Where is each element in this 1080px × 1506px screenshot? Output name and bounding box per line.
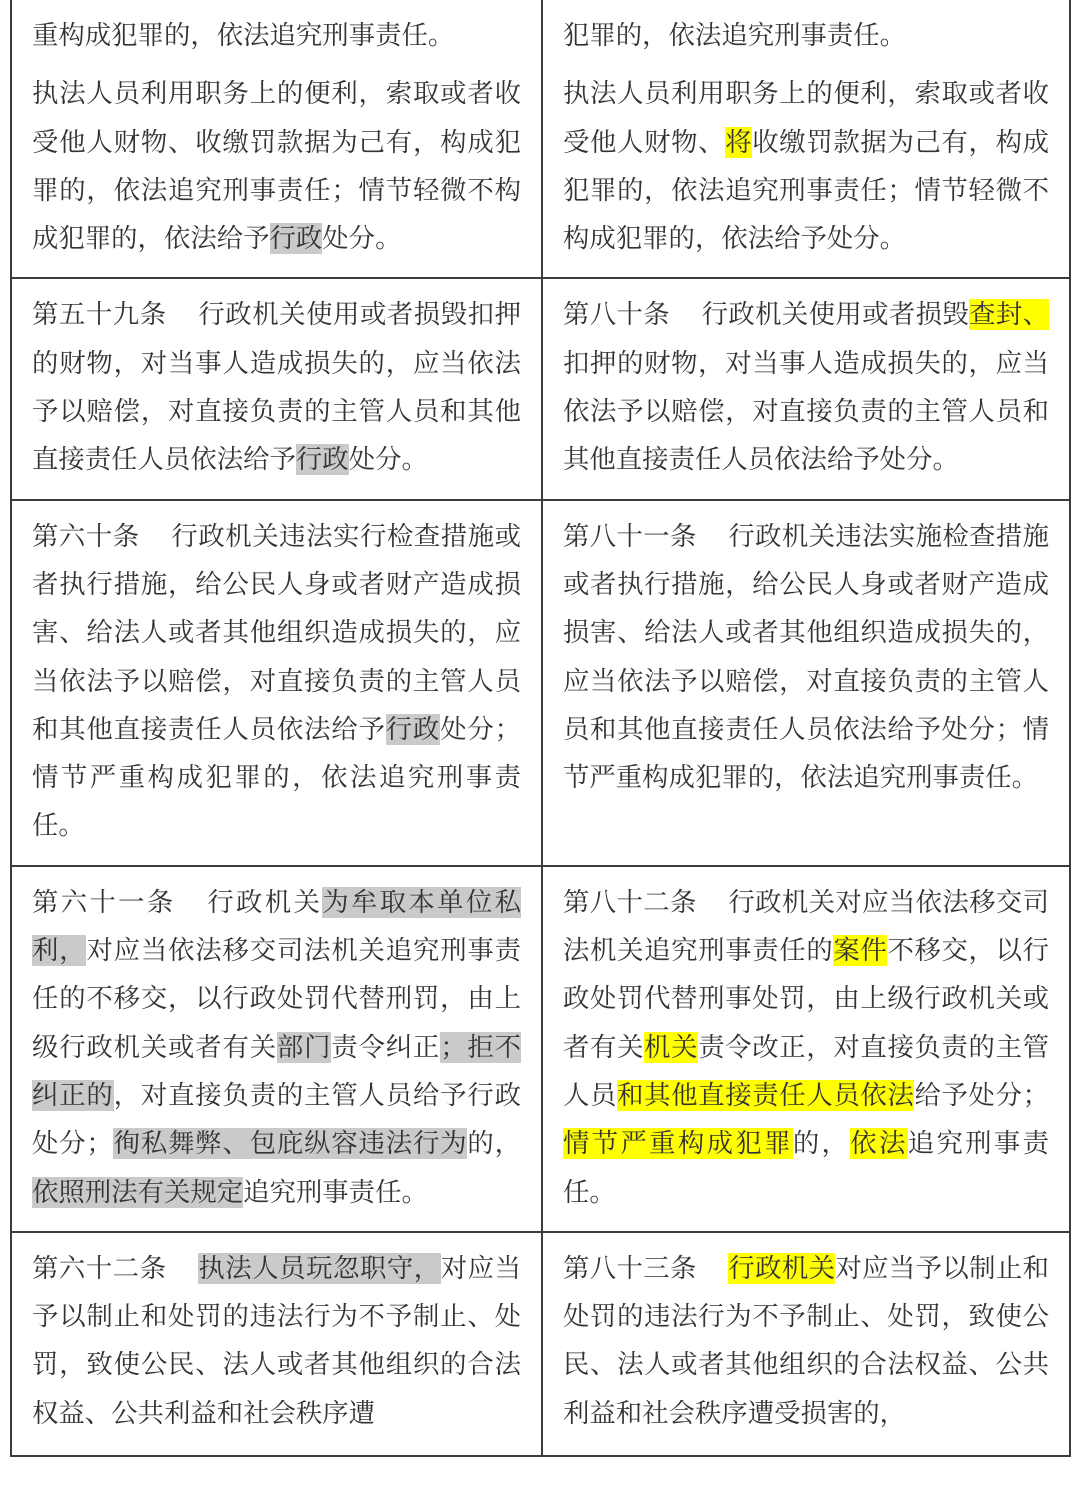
- deleted-text-highlight: 徇私舞弊、包庇纵容违法行为: [112, 1128, 468, 1160]
- deleted-text-highlight: 行政: [295, 444, 349, 476]
- old-text-cell: [11, 866, 542, 1232]
- old-text-cell: [11, 1232, 542, 1456]
- table-row: [11, 278, 1070, 499]
- old-text-cell: [11, 0, 542, 278]
- clause-text: 处分；情节严重构成犯罪的，依法追究刑事责任。: [32, 713, 522, 842]
- clause-text: 对应当予以制止和处罚的违法行为不予制止、处罚，致使公民、法人或者其他组织的合法权益、公共利益和社会秩序遭受损害的，: [563, 1252, 1049, 1429]
- clause-paragraph: [563, 513, 1049, 803]
- article-number: 第八十三条: [563, 1252, 697, 1284]
- article-number: 第八十条: [563, 299, 670, 331]
- clause-text: 行政机关: [207, 886, 323, 918]
- deleted-text-highlight: 执法人员玩忽职守，: [198, 1252, 441, 1284]
- clause-text: 行政机关使用或者损毁: [701, 299, 970, 331]
- new-text-cell: [542, 0, 1070, 278]
- article-number: 第八十二条: [563, 886, 697, 918]
- added-text-highlight: 将: [725, 126, 753, 158]
- article-number: 第六十二条: [32, 1252, 167, 1284]
- old-text-cell: [11, 278, 542, 499]
- deleted-text-highlight: 行政: [269, 223, 323, 255]
- new-text-cell: [542, 500, 1070, 866]
- clause-text: ，对直接负责的主管人员给予行政处分；: [32, 1079, 522, 1160]
- clause-text: 行政机关使用或者损毁扣押的财物，对当事人造成损失的，应当依法予以赔偿，对直接负责的主管人员和其他直接责任人员依法给予: [32, 299, 522, 476]
- clause-paragraph: [32, 12, 521, 60]
- clause-text: 行政机关违法实行检查措施或者执行措施，给公民人身或者财产造成损害、给法人或者其他组织造成损失的，应当依法予以赔偿，对直接负责的主管人员和其他直接责任人员依法给予: [32, 520, 521, 745]
- clause-text: 责令改正，对直接负责的主管人员: [563, 1031, 1050, 1111]
- comparison-table-body: [11, 0, 1070, 1456]
- new-text-cell: [542, 278, 1070, 499]
- added-text-highlight: 机关: [644, 1031, 699, 1063]
- clause-text: 不移交，以行政处罚代替刑事处罚，由上级行政机关或者有关: [563, 935, 1050, 1063]
- clause-text: 重构成犯罪的，依法追究刑事责任。: [32, 20, 455, 51]
- clause-paragraph: [32, 1245, 521, 1438]
- new-text-cell: [542, 1232, 1070, 1456]
- clause-text: 的，: [792, 1128, 851, 1160]
- clause-paragraph: [32, 291, 521, 484]
- clause-paragraph: [563, 12, 1049, 60]
- deleted-text-highlight: ；拒不纠正的: [32, 1031, 522, 1111]
- table-row: [11, 1232, 1070, 1456]
- article-number: 第六十一条: [32, 886, 176, 918]
- cell-content: [563, 1245, 1049, 1441]
- clause-text: 追究刑事责任。: [563, 1128, 1050, 1208]
- added-text-highlight: 案件: [833, 935, 888, 967]
- clause-paragraph: [563, 291, 1049, 484]
- deleted-text-highlight: 行政: [385, 713, 441, 745]
- added-text-highlight: 行政机关: [728, 1252, 836, 1284]
- clause-text: 的，: [467, 1128, 522, 1160]
- clause-text: 行政机关对应当依法移交司法机关追究刑事责任的: [563, 886, 1050, 967]
- article-number: 第六十条: [32, 520, 140, 552]
- deleted-text-highlight: 部门: [276, 1031, 332, 1063]
- clause-text: 对应当依法移交司法机关追究刑事责任的不移交，以行政处罚代替刑罚，由上级行政机关或者有关: [32, 935, 522, 1063]
- clause-paragraph: [563, 70, 1049, 263]
- added-text-highlight: 依法: [850, 1128, 908, 1160]
- clause-text: 执法人员利用职务上的便利，索取或者收受他人财物、收缴罚款据为己有，构成犯罪的，依法追究刑事责任；情节轻微不构成犯罪的，依法给予: [32, 78, 521, 255]
- article-number: 第八十一条: [563, 520, 697, 552]
- clause-paragraph: [32, 879, 521, 1217]
- table-row: [11, 500, 1070, 866]
- clause-text: 给予处分；: [914, 1079, 1050, 1111]
- clause-paragraph: [32, 513, 521, 851]
- clause-text: 处分。: [348, 444, 428, 476]
- deleted-text-highlight: 依照刑法有关规定: [32, 1176, 244, 1208]
- clause-text: 责令纠正: [331, 1031, 441, 1063]
- article-number: 第五十九条: [32, 299, 167, 331]
- clause-text: 犯罪的，依法追究刑事责任。: [563, 20, 907, 51]
- table-row: [11, 0, 1070, 278]
- clause-text: 执法人员利用职务上的便利，索取或者收受他人财物、: [563, 78, 1049, 158]
- clause-paragraph: [563, 1245, 1049, 1438]
- clause-paragraph: [32, 70, 521, 263]
- table-row: [11, 866, 1070, 1232]
- deleted-text-highlight: 为牟取本单位私利，: [32, 886, 522, 967]
- clause-text: 扣押的财物，对当事人造成损失的，应当依法予以赔偿，对直接负责的主管人员和其他直接责任人员依法给予处分。: [563, 347, 1049, 476]
- added-text-highlight: 和其他直接责任人员依法: [617, 1079, 915, 1111]
- added-text-highlight: 情节严重构成犯罪: [563, 1128, 793, 1160]
- clause-text: 追究刑事责任。: [243, 1176, 428, 1208]
- clause-text: 行政机关违法实施检查措施或者执行措施，给公民人身或者财产造成损害、给法人或者其他组织造成损失的，应当依法予以赔偿，对直接负责的主管人员和其他直接责任人员依法给予处分；情节严重构成犯罪的，依法追究刑事责任。: [563, 520, 1050, 794]
- clause-paragraph: [563, 879, 1049, 1217]
- comparison-table: [10, 0, 1071, 1457]
- old-text-cell: [11, 500, 542, 866]
- new-text-cell: [542, 866, 1070, 1232]
- cell-content: [32, 1245, 521, 1441]
- clause-text: 处分。: [322, 223, 402, 255]
- clause-text: 对应当予以制止和处罚的违法行为不予制止、处罚，致使公民、法人或者其他组织的合法权益、公共利益和社会秩序遭: [32, 1252, 521, 1429]
- added-text-highlight: 查封、: [969, 299, 1050, 331]
- clause-text: 收缴罚款据为己有，构成犯罪的，依法追究刑事责任；情节轻微不构成犯罪的，依法给予处分。: [563, 126, 1050, 255]
